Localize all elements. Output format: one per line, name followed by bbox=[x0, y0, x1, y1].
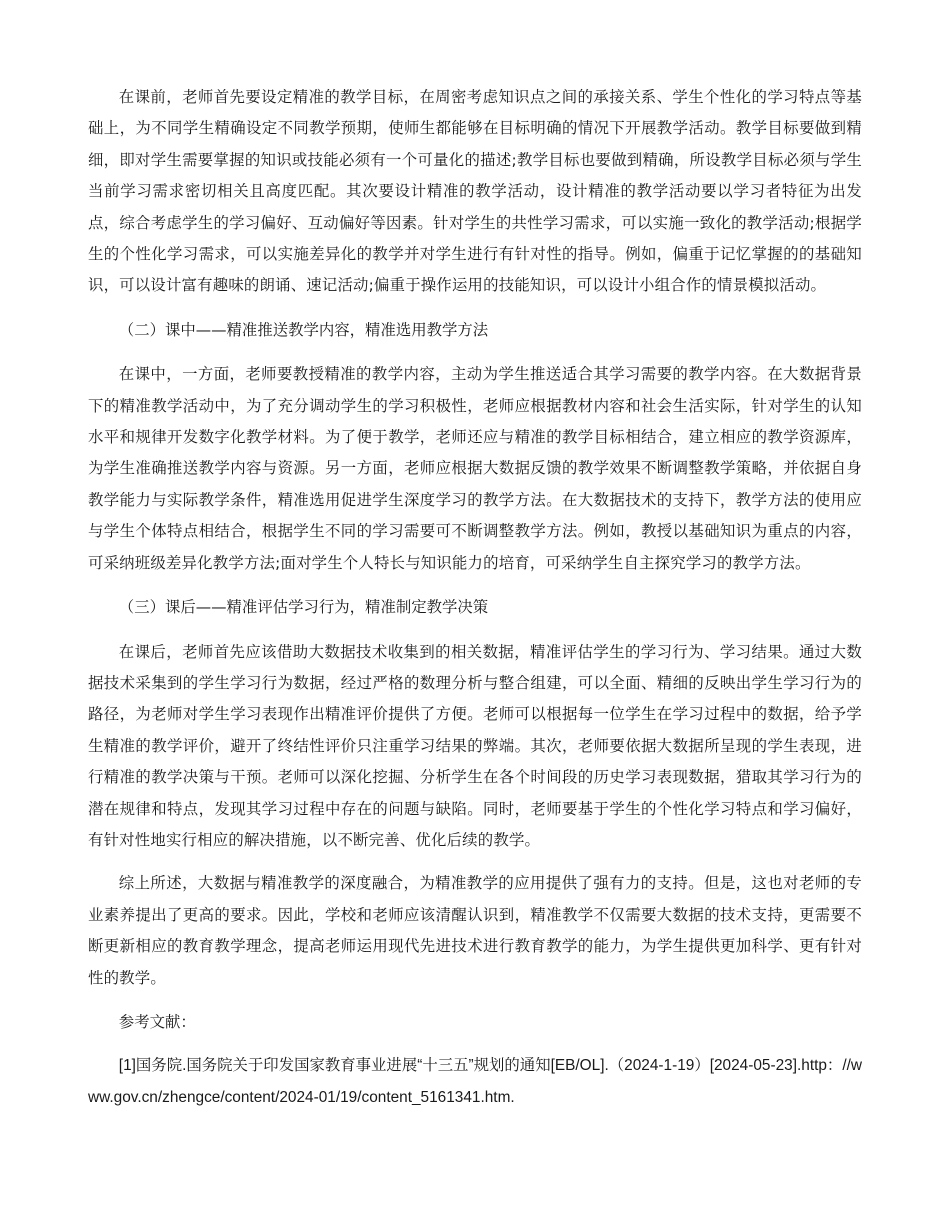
paragraph-after-class: 在课后，老师首先应该借助大数据技术收集到的相关数据，精准评估学生的学习行为、学习结果。通过大数据技术采集到的学生学习行为数据，经过严格的数理分析与整合组建，可以全面、精细的反映出学生学习行为的路径，为老师对学生学习表现作出精准评价提供了方便。老师可以根据每一位学生在学习过程中的数据，给予学生精准的教学评价，避开了终结性评价只注重学习结果的弊端。其次，老师要依据大数据所呈现的学生表现，进行精准的教学决策与干预。老师可以深化挖掘、分析学生在各个时间段的历史学习表现数据，猎取其学习行为的潜在规律和特点，发现其学习过程中存在的问题与缺陷。同时，老师要基于学生的个性化学习特点和学习偏好，有针对性地实行相应的解决措施，以不断完善、优化后续的教学。 bbox=[88, 642, 862, 849]
document-body bbox=[88, 82, 862, 1113]
paragraph-during-class: 在课中，一方面，老师要教授精准的教学内容，主动为学生推送适合其学习需要的教学内容。在大数据背景下的精准教学活动中，为了充分调动学生的学习积极性，老师应根据教材内容和社会生活实际，针对学生的认知水平和规律开发数字化教学材料。为了便于教学，老师还应与精准的教学目标相结合，建立相应的教学资源库，为学生准确推送教学内容与资源。另一方面，老师应根据大数据反馈的教学效果不断调整教学策略，并依据自身教学能力与实际教学条件，精准选用促进学生深度学习的教学方法。在大数据技术的支持下，教学方法的使用应与学生个体特点相结合，根据学生不同的学习需要可不断调整教学方法。例如，教授以基础知识为重点的内容，可采纳班级差异化教学方法;面对学生个人特长与知识能力的培育，可采纳学生自主探究学习的教学方法。 bbox=[88, 365, 862, 572]
section-heading-after-class: （三）课后——精准评估学习行为，精准制定教学决策 bbox=[118, 598, 489, 617]
paragraph-before-class: 在课前，老师首先要设定精准的教学目标，在周密考虑知识点之间的承接关系、学生个性化的学习特点等基础上，为不同学生精确设定不同教学预期，使师生都能够在目标明确的情况下开展教学活动。教学目标要做到精细，即对学生需要掌握的知识或技能必须有一个可量化的描述;教学目标也要做到精确，所设教学目标必须与学生当前学习需求密切相关且高度匹配。其次要设计精准的教学活动，设计精准的教学活动要以学习者特征为出发点，综合考虑学生的学习偏好、互动偏好等因素。针对学生的共性学习需求，可以实施一致化的教学活动;根据学生的个性化学习需求，可以实施差异化的教学并对学生进行有针对性的指导。例如，偏重于记忆掌握的的基础知识，可以设计富有趣味的朗诵、速记活动;偏重于操作运用的技能知识，可以设计小组合作的情景模拟活动。 bbox=[88, 88, 862, 295]
paragraph-conclusion: 综上所述，大数据与精准教学的深度融合，为精准教学的应用提供了强有力的支持。但是，这也对老师的专业素养提出了更高的要求。因此，学校和老师应该清醒认识到，精准教学不仅需要大数据的技术支持，更需要不断更新相应的教育教学理念，提高老师运用现代先进技术进行教育教学的能力，为学生提供更加科学、更有针对性的教学。 bbox=[88, 874, 862, 987]
reference-item: [1]国务院.国务院关于印发国家教育事业进展“十三五”规划的通知[EB/OL].（2024-1-19）[2024-05-23].http：//www.gov.cn/zhengce/content/2024-01/19/content_5161341.htm. bbox=[88, 1057, 862, 1106]
section-heading-during-class: （二）课中——精准推送教学内容，精准选用教学方法 bbox=[118, 320, 489, 339]
references-title: 参考文献： bbox=[118, 1012, 196, 1031]
